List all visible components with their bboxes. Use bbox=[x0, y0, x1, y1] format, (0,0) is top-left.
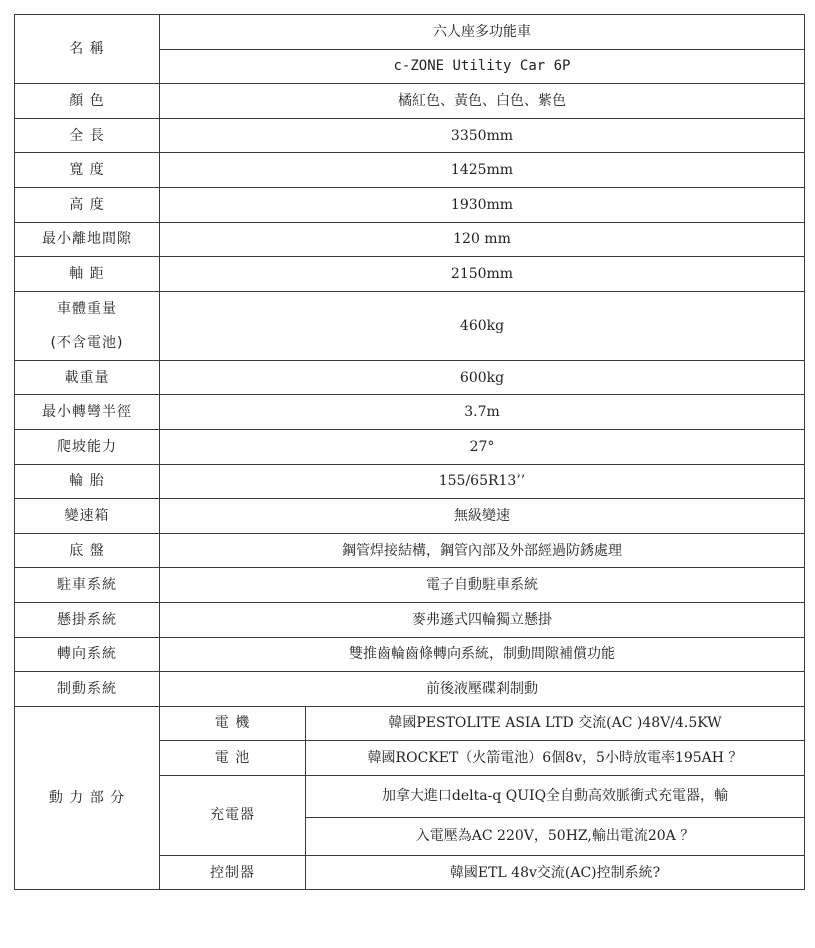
label-length: 全 長 bbox=[15, 118, 160, 153]
row-parking bbox=[15, 568, 805, 603]
row-turning-radius bbox=[15, 395, 805, 430]
value-motor: 韓國PESTOLITE ASIA LTD 交流(AC )48V/4.5KW bbox=[306, 706, 805, 741]
row-braking bbox=[15, 672, 805, 707]
value-chassis: 鋼管焊接結構，鋼管內部及外部經過防銹處理 bbox=[160, 533, 805, 568]
value-load: 600kg bbox=[160, 360, 805, 395]
label-gradeability: 爬坡能力 bbox=[15, 429, 160, 464]
row-steering bbox=[15, 637, 805, 672]
value-gradeability: 27° bbox=[160, 429, 805, 464]
value-charger-line2: 入電壓為AC 220V，50HZ,輸出電流20A ？ bbox=[306, 817, 805, 855]
value-braking: 前後液壓碟剎制動 bbox=[160, 672, 805, 707]
label-braking: 制動系統 bbox=[15, 672, 160, 707]
value-name-cn: 六人座多功能車 bbox=[160, 15, 805, 50]
label-motor: 電 機 bbox=[160, 706, 306, 741]
row-clearance bbox=[15, 222, 805, 257]
value-suspension: 麥弗遜式四輪獨立懸掛 bbox=[160, 602, 805, 637]
value-length: 3350mm bbox=[160, 118, 805, 153]
label-tire: 輪 胎 bbox=[15, 464, 160, 499]
label-curb-weight-line2: (不含電池) bbox=[50, 334, 124, 351]
value-width: 1425mm bbox=[160, 153, 805, 188]
label-steering: 轉向系統 bbox=[15, 637, 160, 672]
label-power: 動 力 部 分 bbox=[15, 706, 160, 890]
spec-table bbox=[14, 14, 805, 890]
value-controller: 韓國ETL 48v交流(AC)控制系統? bbox=[306, 855, 805, 890]
value-tire: 155/65R13’’ bbox=[160, 464, 805, 499]
row-transmission bbox=[15, 499, 805, 534]
row-height bbox=[15, 187, 805, 222]
row-color bbox=[15, 84, 805, 119]
value-parking: 電子自動駐車系統 bbox=[160, 568, 805, 603]
value-name-en: c-ZONE Utility Car 6P bbox=[160, 49, 805, 84]
value-transmission: 無級變速 bbox=[160, 499, 805, 534]
label-clearance: 最小離地間隙 bbox=[15, 222, 160, 257]
label-width: 寬 度 bbox=[15, 153, 160, 188]
label-transmission: 變速箱 bbox=[15, 499, 160, 534]
value-battery: 韓國ROCKET（火箭電池）6個8v，5小時放電率195AH ？ bbox=[306, 741, 805, 776]
label-suspension: 懸掛系統 bbox=[15, 602, 160, 637]
row-curb-weight bbox=[15, 291, 805, 360]
label-wheelbase: 軸 距 bbox=[15, 257, 160, 292]
label-controller: 控制器 bbox=[160, 855, 306, 890]
label-chassis: 底 盤 bbox=[15, 533, 160, 568]
row-power-motor bbox=[15, 706, 805, 741]
label-curb-weight-line1: 車體重量 bbox=[57, 300, 117, 317]
label-load: 載重量 bbox=[15, 360, 160, 395]
value-curb-weight: 460kg bbox=[160, 291, 805, 360]
label-battery: 電 池 bbox=[160, 741, 306, 776]
row-wheelbase bbox=[15, 257, 805, 292]
row-name-cn bbox=[15, 15, 805, 50]
value-steering: 雙推齒輪齒條轉向系統，制動間隙補償功能 bbox=[160, 637, 805, 672]
label-height: 高 度 bbox=[15, 187, 160, 222]
label-charger: 充電器 bbox=[160, 775, 306, 855]
value-clearance: 120 mm bbox=[160, 222, 805, 257]
value-wheelbase: 2150mm bbox=[160, 257, 805, 292]
row-load bbox=[15, 360, 805, 395]
value-turning-radius: 3.7m bbox=[160, 395, 805, 430]
row-length bbox=[15, 118, 805, 153]
label-turning-radius: 最小轉彎半徑 bbox=[15, 395, 160, 430]
label-color: 顏 色 bbox=[15, 84, 160, 119]
row-tire bbox=[15, 464, 805, 499]
value-charger-line1: 加拿大進口delta-q QUIQ全自動高效脈衝式充電器，輸 bbox=[306, 775, 805, 817]
value-height: 1930mm bbox=[160, 187, 805, 222]
label-name: 名 稱 bbox=[15, 15, 160, 84]
label-curb-weight bbox=[15, 291, 160, 360]
row-chassis bbox=[15, 533, 805, 568]
row-gradeability bbox=[15, 429, 805, 464]
row-suspension bbox=[15, 602, 805, 637]
row-width bbox=[15, 153, 805, 188]
label-parking: 駐車系統 bbox=[15, 568, 160, 603]
value-color: 橘紅色、黃色、白色、紫色 bbox=[160, 84, 805, 119]
